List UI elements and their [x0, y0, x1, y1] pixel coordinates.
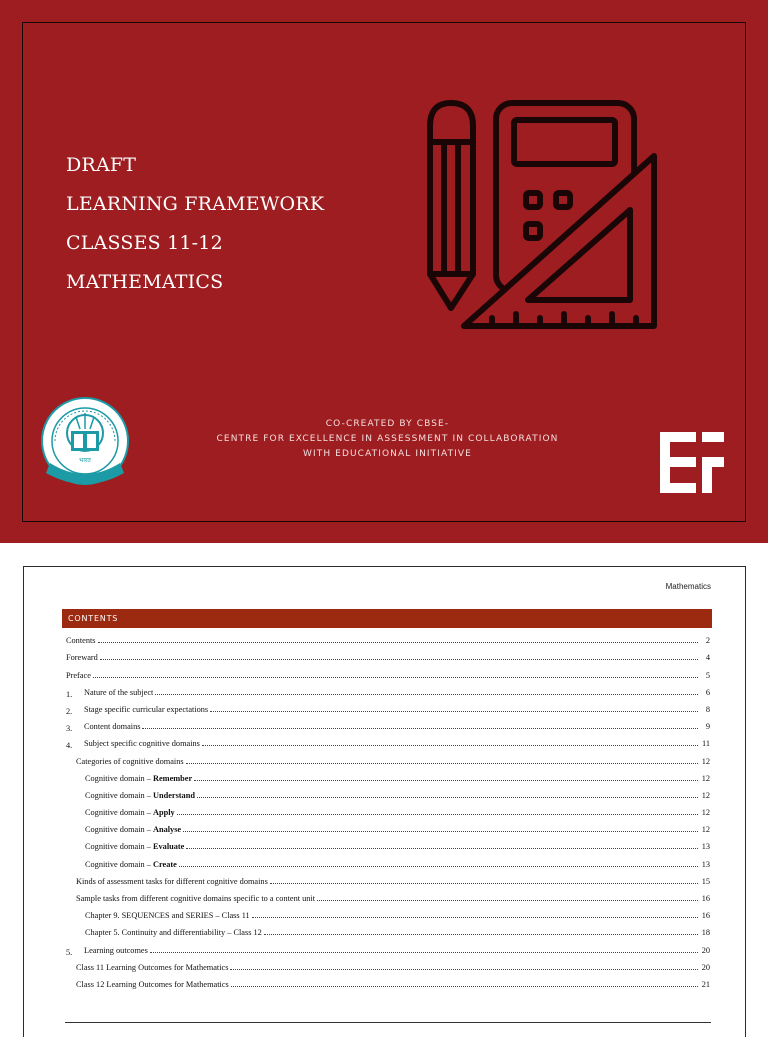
- cover-title-block: [66, 150, 324, 306]
- toc-entry[interactable]: [66, 664, 710, 681]
- toc-dot-leader: [100, 658, 698, 660]
- toc-entry-title: [85, 842, 184, 853]
- toc-entry-page: 18: [701, 928, 710, 938]
- toc-dot-leader: [186, 847, 698, 849]
- toc-entry-title-text: Content domains: [84, 722, 141, 732]
- cocreated-line-2: CENTRE FOR EXCELLENCE IN ASSESSMENT IN COLLABORATION: [216, 434, 559, 444]
- toc-entry-page: 4: [705, 653, 710, 663]
- toc-entry-page: 21: [701, 979, 710, 989]
- toc-entry-title-text: Cognitive domain –: [85, 790, 153, 800]
- toc-entry[interactable]: [66, 957, 710, 974]
- toc-entry-title-emphasis: Apply: [152, 808, 175, 818]
- toc-entry-page: 5: [705, 670, 710, 680]
- toc-entry-page: 20: [701, 962, 710, 972]
- toc-entry-page: 9: [705, 722, 710, 732]
- ei-logo: [658, 430, 728, 496]
- toc-entry-title: [84, 946, 148, 957]
- toc-entry[interactable]: [66, 802, 710, 819]
- toc-dot-leader: [155, 693, 698, 695]
- toc-entry-page: 12: [701, 825, 710, 835]
- toc-entry-title: [76, 757, 184, 768]
- toc-entry-page: 11: [702, 739, 710, 749]
- toc-entry-title: [84, 739, 200, 750]
- toc-dot-leader: [98, 641, 698, 643]
- toc-entry-title-text: Cognitive domain –: [85, 808, 153, 818]
- cbse-logo: [38, 393, 134, 493]
- toc-dot-leader: [179, 865, 698, 867]
- toc-entry-page: 15: [701, 876, 710, 886]
- contents-heading: CONTENTS: [62, 609, 712, 628]
- toc-entry[interactable]: [66, 647, 710, 664]
- toc-entry-title: [85, 825, 181, 836]
- toc-entry-title: [66, 653, 98, 664]
- cocreated-note: [195, 417, 580, 462]
- toc-entry[interactable]: [66, 974, 710, 991]
- toc-dot-leader: [270, 882, 698, 884]
- toc-dot-leader: [197, 796, 698, 798]
- contents-page: [23, 566, 746, 1037]
- toc-entry-number: 3.: [66, 724, 73, 734]
- cover-title-classes: CLASSES 11-12: [66, 232, 223, 254]
- toc-entry-number: 4.: [66, 741, 73, 751]
- toc-entry-page: 2: [705, 636, 710, 646]
- toc-entry-page: 13: [701, 859, 710, 869]
- toc-entry-number: 2.: [66, 706, 73, 716]
- toc-dot-leader: [230, 968, 698, 970]
- toc-entry[interactable]: [66, 768, 710, 785]
- toc-dot-leader: [210, 710, 698, 712]
- toc-entry-title-text: Categories of cognitive domains: [76, 756, 184, 766]
- cover-title-subject: MATHEMATICS: [66, 271, 224, 293]
- toc-entry-title-emphasis: Understand: [152, 790, 195, 800]
- toc-entry-title-text: Cognitive domain –: [85, 773, 153, 783]
- toc-entry-title-text: Subject specific cognitive domains: [84, 739, 200, 749]
- toc-entry[interactable]: [66, 785, 710, 802]
- toc-entry-title-text: Chapter 5. Continuity and differentiability – Class 12: [85, 928, 262, 938]
- toc-entry-title-emphasis: Evaluate: [152, 842, 185, 852]
- toc-entry-title-text: Class 12 Learning Outcomes for Mathematics: [76, 979, 229, 989]
- toc-entry-page: 20: [701, 945, 710, 955]
- toc-entry[interactable]: [66, 836, 710, 853]
- toc-entry-title-text: Kinds of assessment tasks for different cognitive domains: [76, 876, 268, 886]
- toc-entry-title: [76, 980, 229, 991]
- toc-entry-title-emphasis: Remember: [152, 773, 193, 783]
- cocreated-line-3: WITH EDUCATIONAL INITIATIVE: [303, 449, 472, 459]
- toc-entry-title: [85, 928, 262, 939]
- toc-entry-number: 1.: [66, 689, 73, 699]
- toc-entry[interactable]: [66, 716, 710, 733]
- toc-entry-title: [84, 722, 140, 733]
- cbse-logo-center-text: भारत: [79, 457, 91, 464]
- toc-entry-title: [66, 671, 91, 682]
- toc-entry-page: 16: [701, 894, 710, 903]
- toc-entry-title-text: Cognitive domain –: [85, 859, 153, 869]
- toc-entry[interactable]: [66, 871, 710, 888]
- toc-entry-title-text: Preface: [66, 670, 91, 680]
- toc-dot-leader: [264, 933, 698, 935]
- toc-entry-page: 6: [705, 687, 710, 697]
- toc-entry-title: [85, 774, 192, 785]
- running-head: Mathematics: [665, 582, 711, 591]
- toc-entry-title-text: Chapter 9. SEQUENCES and SERIES – Class 11: [85, 911, 250, 921]
- toc-entry[interactable]: [66, 922, 710, 939]
- toc-dot-leader: [202, 744, 698, 746]
- cover-title-framework: LEARNING FRAMEWORK: [66, 193, 325, 215]
- toc-entry[interactable]: [66, 939, 710, 956]
- toc-entry-title-text: Cognitive domain –: [85, 825, 153, 835]
- toc-entry[interactable]: [66, 733, 710, 750]
- toc-entry-title: [85, 911, 250, 922]
- cover-title-draft: DRAFT: [66, 154, 137, 176]
- toc-dot-leader: [142, 727, 698, 729]
- toc-entry-page: 12: [701, 808, 710, 818]
- toc-entry-title-text: Sample tasks from different cognitive domains specific to a content unit: [76, 894, 316, 903]
- toc-entry-title: [76, 894, 315, 905]
- toc-entry-page: 12: [701, 790, 710, 800]
- toc-entry-title: [85, 791, 195, 802]
- toc-entry[interactable]: [66, 630, 710, 647]
- toc-entry-title: [85, 860, 177, 871]
- toc-entry-title: [76, 877, 268, 888]
- toc-entry-title-emphasis: Analyse: [152, 825, 182, 835]
- toc-entry-title-text: Stage specific curricular expectations: [84, 704, 209, 714]
- toc-entry-title-emphasis: Create: [152, 859, 177, 869]
- toc-entry-page: 12: [701, 773, 710, 783]
- toc-dot-leader: [177, 813, 698, 815]
- toc-entry[interactable]: [66, 905, 710, 922]
- toc-entry-page: 16: [701, 911, 710, 921]
- toc-entry-title-text: Contents: [66, 636, 96, 646]
- toc-entry-title: [85, 808, 175, 819]
- toc-entry-title: [84, 688, 153, 699]
- toc-entry-number: 5.: [66, 947, 73, 957]
- toc-entry-title: [84, 705, 208, 716]
- toc-dot-leader: [231, 985, 698, 987]
- toc-entry[interactable]: [66, 888, 710, 905]
- toc-entry-title: [66, 636, 96, 647]
- toc-dot-leader: [317, 899, 698, 901]
- toc-entry-page: 12: [701, 756, 710, 766]
- toc-entry-page: 13: [701, 842, 710, 852]
- toc-entry-title-text: Foreward: [66, 653, 98, 663]
- toc-dot-leader: [183, 830, 698, 832]
- toc-dot-leader: [186, 762, 698, 764]
- toc-entry-title: [76, 963, 228, 974]
- toc-dot-leader: [252, 916, 698, 918]
- toc-entry[interactable]: [66, 682, 710, 699]
- toc-entry[interactable]: [66, 819, 710, 836]
- toc-entry[interactable]: [66, 750, 710, 767]
- toc-entry-title-text: Cognitive domain –: [85, 842, 153, 852]
- toc-entry-title-text: Nature of the subject: [84, 687, 154, 697]
- toc-entry-page: 8: [705, 704, 710, 714]
- cocreated-line-1: CO-CREATED BY CBSE-: [325, 419, 450, 429]
- toc-dot-leader: [194, 779, 698, 781]
- toc-entry[interactable]: [66, 853, 710, 870]
- toc-dot-leader: [93, 676, 698, 678]
- page-rule: [65, 1022, 711, 1023]
- toc-entry-title-text: Learning outcomes: [84, 945, 148, 955]
- pencil-calculator-set-square-icon: [420, 96, 665, 336]
- toc-entry[interactable]: [66, 699, 710, 716]
- toc-entry-title-text: Class 11 Learning Outcomes for Mathematics: [76, 962, 229, 972]
- table-of-contents: [66, 630, 710, 991]
- toc-dot-leader: [150, 951, 698, 953]
